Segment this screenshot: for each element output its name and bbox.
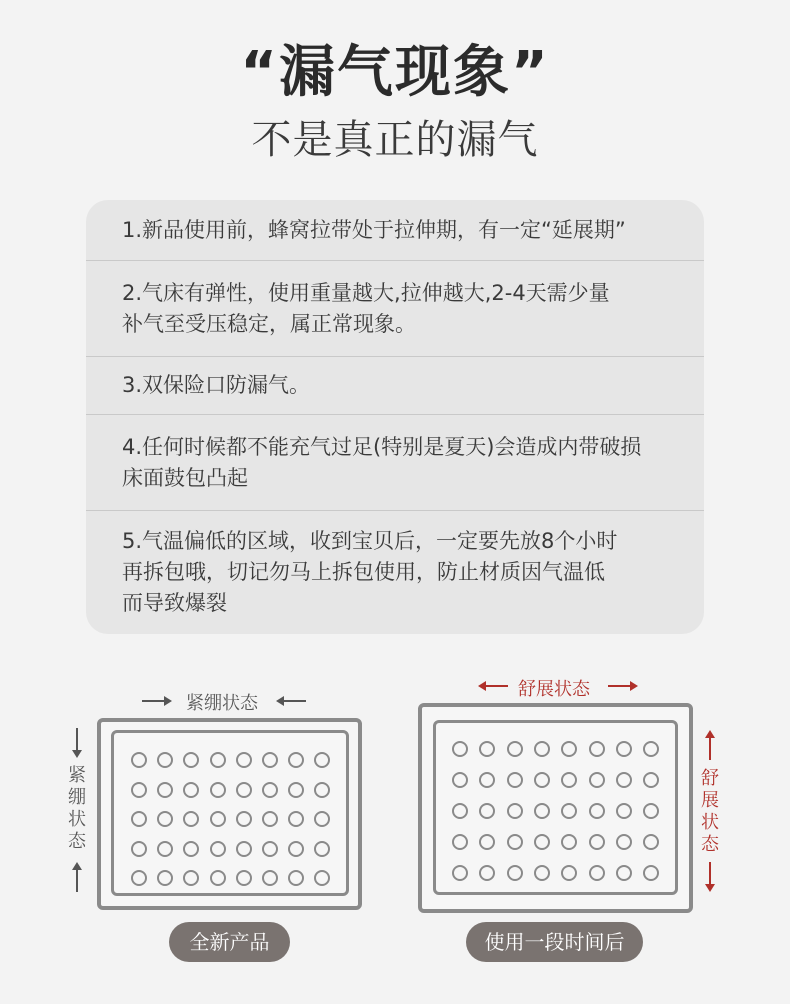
arrow-right-icon — [142, 695, 172, 707]
arrow-down-icon — [71, 728, 83, 758]
relaxed-top-label: 舒展状态 — [518, 679, 590, 700]
air-cell-dot — [183, 782, 199, 798]
airbed-mat-inner — [433, 720, 678, 895]
air-cell-dot — [157, 782, 173, 798]
air-cell-dot — [210, 782, 226, 798]
air-cell-dot — [534, 803, 550, 819]
note-line: 1.新品使用前，蜂窝拉带处于拉伸期，有一定“延展期” — [122, 217, 626, 242]
arrow-right-icon — [608, 680, 638, 692]
note-line: 5.气温偏低的区域，收到宝贝后，一定要先放8个小时 — [122, 529, 618, 553]
arrow-up-icon — [704, 730, 716, 760]
air-cell-dot — [262, 811, 278, 827]
air-cell-dot — [452, 803, 468, 819]
tight-side-label: 紧绷状态 — [68, 765, 86, 852]
air-cell-dot — [183, 841, 199, 857]
air-cell-dot — [616, 834, 632, 850]
air-cell-dot — [643, 741, 659, 757]
air-cell-dot — [507, 834, 523, 850]
air-cell-dot — [210, 811, 226, 827]
air-cell-dot — [288, 841, 304, 857]
air-cell-dot — [210, 870, 226, 886]
note-line: 补气至受压稳定，属正常现象。 — [122, 311, 416, 336]
air-cell-dot — [236, 782, 252, 798]
air-cell-dot — [236, 841, 252, 857]
arrow-down-icon — [704, 862, 716, 892]
air-cell-dot — [236, 870, 252, 886]
air-cell-dot — [131, 870, 147, 886]
air-cell-dot — [534, 772, 550, 788]
air-cell-dot — [157, 841, 173, 857]
air-cell-dot — [262, 782, 278, 798]
air-cell-dot — [507, 803, 523, 819]
air-cell-dot — [131, 782, 147, 798]
note-item-3 — [86, 357, 704, 414]
air-cell-dot — [210, 752, 226, 768]
air-cell-dot — [534, 834, 550, 850]
air-cell-dot — [643, 834, 659, 850]
arrow-left-icon — [276, 695, 306, 707]
note-line: 4.任何时候都不能充气过足(特别是夏天)会造成内带破损 — [122, 434, 642, 459]
note-item-4 — [86, 415, 704, 510]
note-item-5 — [86, 511, 704, 634]
note-line: 3.双保险口防漏气。 — [122, 373, 311, 397]
page-subtitle: 不是真正的漏气 — [251, 117, 539, 163]
air-cell-dot — [262, 752, 278, 768]
tight-top-label: 紧绷状态 — [186, 693, 258, 714]
air-cell-dot — [589, 865, 605, 881]
caption-new-product: 全新产品 — [169, 922, 290, 962]
caption-after-use: 使用一段时间后 — [466, 922, 643, 962]
air-cell-dot — [131, 811, 147, 827]
air-cell-dot — [589, 803, 605, 819]
arrow-left-icon — [478, 680, 508, 692]
air-cell-dot — [507, 772, 523, 788]
note-line: 再拆包哦，切记勿马上拆包使用，防止材质因气温低 — [122, 560, 605, 584]
arrow-up-icon — [71, 862, 83, 892]
air-cell-dot — [314, 841, 330, 857]
notes-panel — [86, 200, 704, 634]
air-cell-dot — [534, 865, 550, 881]
air-cell-dot — [616, 772, 632, 788]
note-item-1 — [86, 200, 704, 260]
air-cell-dot — [236, 811, 252, 827]
air-cell-dot — [452, 865, 468, 881]
note-line: 2.气床有弹性，使用重量越大,拉伸越大,2-4天需少量 — [122, 280, 610, 305]
air-cell-dot — [616, 741, 632, 757]
air-cell-dot — [616, 865, 632, 881]
air-cell-dot — [452, 741, 468, 757]
air-cell-dot — [262, 870, 278, 886]
air-cell-dot — [616, 803, 632, 819]
air-cell-dot — [288, 782, 304, 798]
page-title: “漏气现象” — [240, 40, 550, 105]
air-cell-dot — [643, 772, 659, 788]
air-cell-dot — [236, 752, 252, 768]
relaxed-side-label: 舒展状态 — [701, 768, 719, 855]
air-cell-dot — [210, 841, 226, 857]
airbed-mat-inner — [111, 730, 349, 896]
air-cell-dot — [452, 834, 468, 850]
air-cell-dot — [314, 782, 330, 798]
air-cell-dot — [534, 741, 550, 757]
air-cell-dot — [643, 865, 659, 881]
note-line: 而导致爆裂 — [122, 591, 227, 615]
air-cell-dot — [643, 803, 659, 819]
air-cell-dot — [589, 772, 605, 788]
air-cell-dot — [262, 841, 278, 857]
note-line: 床面鼓包凸起 — [122, 465, 248, 490]
air-cell-dot — [589, 741, 605, 757]
air-cell-dot — [507, 741, 523, 757]
air-cell-dot — [131, 752, 147, 768]
air-cell-dot — [131, 841, 147, 857]
air-cell-dot — [452, 772, 468, 788]
air-cell-dot — [507, 865, 523, 881]
note-item-2 — [86, 261, 704, 356]
air-cell-dot — [589, 834, 605, 850]
